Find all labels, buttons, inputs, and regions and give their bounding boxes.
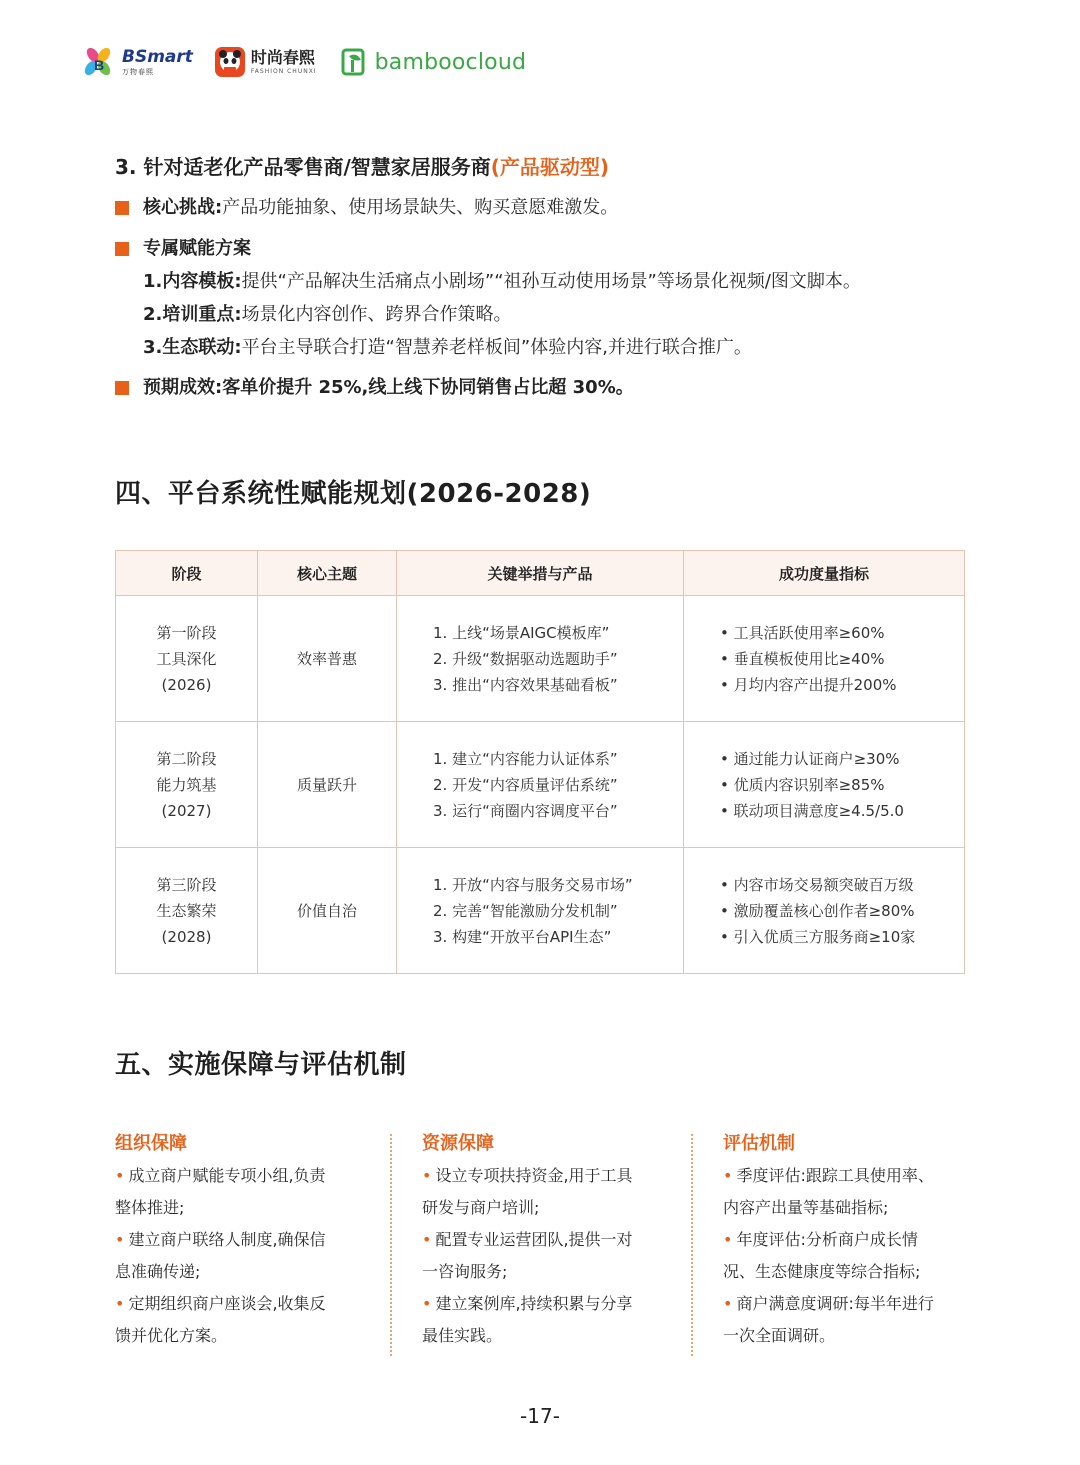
metrics-cell: • 工具活跃使用率≥60% • 垂直模板使用比≥40% • 月均内容产出提升200% [684,596,965,722]
page-number: -17- [520,1404,560,1428]
fashion-chunxi-logo-text: 时尚春熙 [250,47,315,67]
result-row [115,374,995,402]
column-line: • 年度评估:分析商户成长情 [723,1230,918,1249]
challenge-text: 产品功能抽象、使用场景缺失、购买意愿难激发。 [222,197,619,218]
plan-item: 2.培训重点:场景化内容创作、跨界合作策略。 [143,304,512,325]
dot-bullet-icon: • [723,1294,733,1313]
plan-label: 专属赋能方案 [143,238,251,259]
bsmart-logo [80,44,193,80]
column-line: 一咨询服务; [422,1262,508,1281]
column-divider [390,1134,392,1356]
plan-item: 3.生态联动:平台主导联合打造“智慧养老样板间”体验内容,并进行联合推广。 [143,337,752,358]
dot-bullet-icon: • [115,1166,125,1185]
column-line: • 配置专业运营团队,提供一对 [422,1230,633,1249]
actions-cell: 1. 开放“内容与服务交易市场” 2. 完善“智能激励分发机制” 3. 构建“开放平台API生态” [397,848,684,974]
metrics-cell: • 通过能力认证商户≥30% • 优质内容识别率≥85% • 联动项目满意度≥4.5/5.0 [684,722,965,848]
table-header-cell: 阶段 [116,551,258,596]
column-line: • 商户满意度调研:每半年进行 [723,1294,934,1313]
section-5-title: 五、实施保障与评估机制 [115,1050,407,1080]
dot-bullet-icon: • [723,1166,733,1185]
table-row [116,722,965,848]
bsmart-logo-text: BSmart [122,46,193,67]
table-row [116,848,965,974]
challenge-row [115,194,995,222]
plan-row [115,235,995,263]
column-line: 馈并优化方案。 [115,1326,228,1345]
actions-cell: 1. 建立“内容能力认证体系” 2. 开发“内容质量评估系统” 3. 运行“商圈内容调度平台” [397,722,684,848]
fashion-chunxi-logo [215,47,317,77]
square-bullet-icon [115,242,129,256]
dot-bullet-icon: • [422,1230,432,1249]
dot-bullet-icon: • [723,1230,733,1249]
column-line: • 设立专项扶持资金,用于工具 [422,1166,633,1185]
column-title: 组织保障 [115,1133,187,1154]
bamboo-leaf-icon [339,46,369,78]
theme-cell: 效率普惠 [258,596,397,722]
actions-cell: 1. 上线“场景AIGC模板库” 2. 升级“数据驱动选题助手” 3. 推出“内容效果基础看板” [397,596,684,722]
result-label: 预期成效: [143,377,223,398]
table-header-cell: 成功度量指标 [684,551,965,596]
section-3-title-accent: (产品驱动型) [490,155,610,179]
column-line: 内容产出量等基础指标; [723,1198,889,1217]
section-3 [115,150,995,402]
metrics-cell: • 内容市场交易额突破百万级 • 激励覆盖核心创作者≥80% • 引入优质三方服务商≥10家 [684,848,965,974]
table-header-cell: 关键举措与产品 [397,551,684,596]
stage-cell: 第二阶段 能力筑基 (2027) [116,722,258,848]
result-text: 客单价提升 25%,线上线下协同销售占比超 30%。 [222,377,634,398]
column-evaluation [723,1128,973,1352]
theme-cell: 质量跃升 [258,722,397,848]
column-line: • 定期组织商户座谈会,收集反 [115,1294,326,1313]
dot-bullet-icon: • [115,1230,125,1249]
plan-table [115,550,965,974]
column-line: 况、生态健康度等综合指标; [723,1262,921,1281]
column-line: • 建立商户联络人制度,确保信 [115,1230,326,1249]
column-line: • 季度评估:跟踪工具使用率、 [723,1166,934,1185]
column-organization [115,1128,365,1352]
stage-cell: 第一阶段 工具深化 (2026) [116,596,258,722]
stage-cell: 第三阶段 生态繁荣 (2028) [116,848,258,974]
fashion-chunxi-logo-subtext: FASHION CHUNXI [250,67,317,75]
bsmart-logo-subtext: 万物春熙 [122,67,154,76]
column-line: • 建立案例库,持续积累与分享 [422,1294,633,1313]
panda-icon [215,47,245,77]
table-header-cell: 核心主题 [258,551,397,596]
bamboocloud-logo [339,46,527,78]
bsmart-flower-icon [80,44,116,80]
column-resources [422,1128,672,1352]
column-line: 研发与商户培训; [422,1198,540,1217]
challenge-label: 核心挑战: [143,197,223,218]
plan-item: 1.内容模板:提供“产品解决生活痛点小剧场”“祖孙互动使用场景”等场景化视频/图文脚本。 [143,271,861,292]
column-line: 整体推进; [115,1198,185,1217]
table-header-row [116,551,965,596]
square-bullet-icon [115,381,129,395]
square-bullet-icon [115,201,129,215]
table-row [116,596,965,722]
section-4-title: 四、平台系统性赋能规划(2026-2028) [115,479,592,509]
bamboocloud-logo-text: bamboocloud [374,49,527,75]
column-line: 一次全面调研。 [723,1326,836,1345]
column-line: 息准确传递; [115,1262,201,1281]
section-3-title: 3. 针对适老化产品零售商/智慧家居服务商(产品驱动型) [115,155,610,179]
dot-bullet-icon: • [115,1294,125,1313]
column-line: 最佳实践。 [422,1326,503,1345]
svg-text:B: B [94,57,105,73]
column-title: 资源保障 [422,1133,494,1154]
column-title: 评估机制 [723,1133,795,1154]
dot-bullet-icon: • [422,1166,432,1185]
column-divider [691,1134,693,1356]
dot-bullet-icon: • [422,1294,432,1313]
header-logos [80,42,526,82]
theme-cell: 价值自治 [258,848,397,974]
column-line: • 成立商户赋能专项小组,负责 [115,1166,326,1185]
section-5-columns [115,1128,975,1358]
